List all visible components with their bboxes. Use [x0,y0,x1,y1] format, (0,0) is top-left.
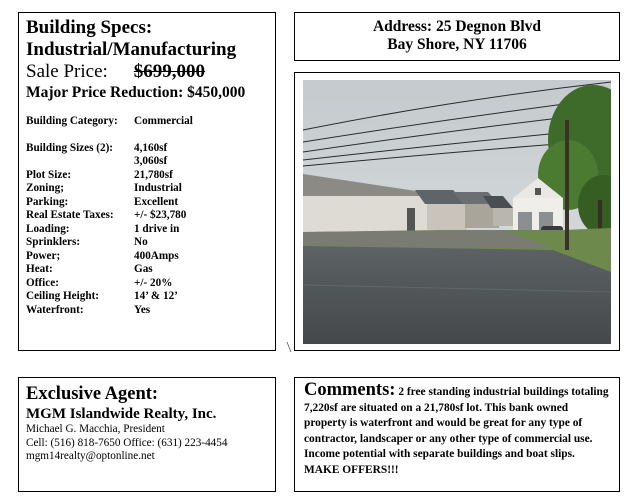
spec-value: 3,060sf [134,155,168,167]
houses [415,190,513,230]
price-reduction: Major Price Reduction: $450,000 [26,84,246,101]
agent-name: Michael G. Macchia, President [26,423,165,435]
spec-row-taxes [26,209,275,223]
spec-value: Gas [134,263,153,275]
road [303,246,611,344]
spec-row-zoning [26,182,275,196]
property-photo [303,80,611,344]
agent-phones: Cell: (516) 818-7650 Office: (631) 223-4454 [26,436,228,449]
spec-row-sizes-2 [26,155,275,169]
address-line-1: Address: 25 Degnon Blvd [372,18,542,35]
spec-row-sizes [26,142,275,156]
sale-price-line [26,61,275,83]
spec-value: No [134,236,148,248]
spec-label: Building Category: [26,115,118,127]
sale-price-label: Sale Price: [26,61,108,82]
spec-row-parking [26,196,275,210]
spec-label: Plot Size: [26,168,72,181]
building-specs-box [18,12,276,351]
spec-label: Power; [26,249,61,262]
spec-label: Zoning; [26,182,64,194]
comments-title: Comments: [304,380,396,400]
property-photo-illustration [303,80,611,344]
spec-label: Waterfront: [26,303,84,316]
spec-label: Real Estate Taxes: [26,209,114,221]
spec-value: +/- 20% [134,276,173,289]
spec-label: Loading: [26,222,70,235]
agent-title: Exclusive Agent: [26,384,159,404]
spec-row-ceiling [26,290,275,304]
agent-email: mgm14realty@optonline.net [26,450,155,462]
spec-label: Ceiling Height: [26,290,100,302]
spec-row-office [26,277,275,291]
comments-body: 2 free standing industrial buildings totaling 7,220sf are situated on a 21,780sf lot. This bank owned property is waterfront and would be great for any type of contractor, landscaper or any other type of commercial use. Income potential with separate buildings and boat slips. MAKE OFFERS!!! [304,386,609,476]
spec-label: Office: [26,276,59,289]
spec-label: Sprinklers: [26,236,81,248]
spec-row-sprinklers [26,236,275,250]
property-photo-frame [294,72,620,351]
spec-row-power [26,250,275,264]
spec-row-category [26,115,275,129]
spec-value: Yes [134,303,151,316]
spec-value: 4,160sf [134,141,168,154]
spec-value: 400Amps [134,249,179,262]
spec-value: +/- $23,780 [134,209,187,221]
address-box [294,12,620,61]
spec-value: 14’ & 12’ [134,290,178,302]
spec-row-plot [26,169,275,183]
stray-mark [286,341,292,353]
address-line-2: Bay Shore, NY 11706 [387,36,527,53]
utility-pole [565,120,569,250]
spec-row-loading [26,223,275,237]
spec-label: Parking: [26,195,69,208]
specs-type: Industrial/Manufacturing [26,39,237,60]
spec-label: Heat: [26,263,53,275]
spec-label: Building Sizes (2): [26,141,114,154]
comments-box [294,377,620,492]
spec-row-waterfront [26,304,275,318]
spec-value: 21,780sf [134,168,173,181]
spec-value: Industrial [134,182,182,194]
specs-list [26,115,275,317]
spec-value: Excellent [134,195,179,208]
spec-value: Commercial [134,115,193,127]
specs-title: Building Specs: [26,17,153,38]
spec-row-heat [26,263,275,277]
old-price: $699,000 [133,61,206,82]
spec-value: 1 drive in [134,222,180,235]
agent-box [18,377,276,492]
agent-company: MGM Islandwide Realty, Inc. [26,406,217,422]
